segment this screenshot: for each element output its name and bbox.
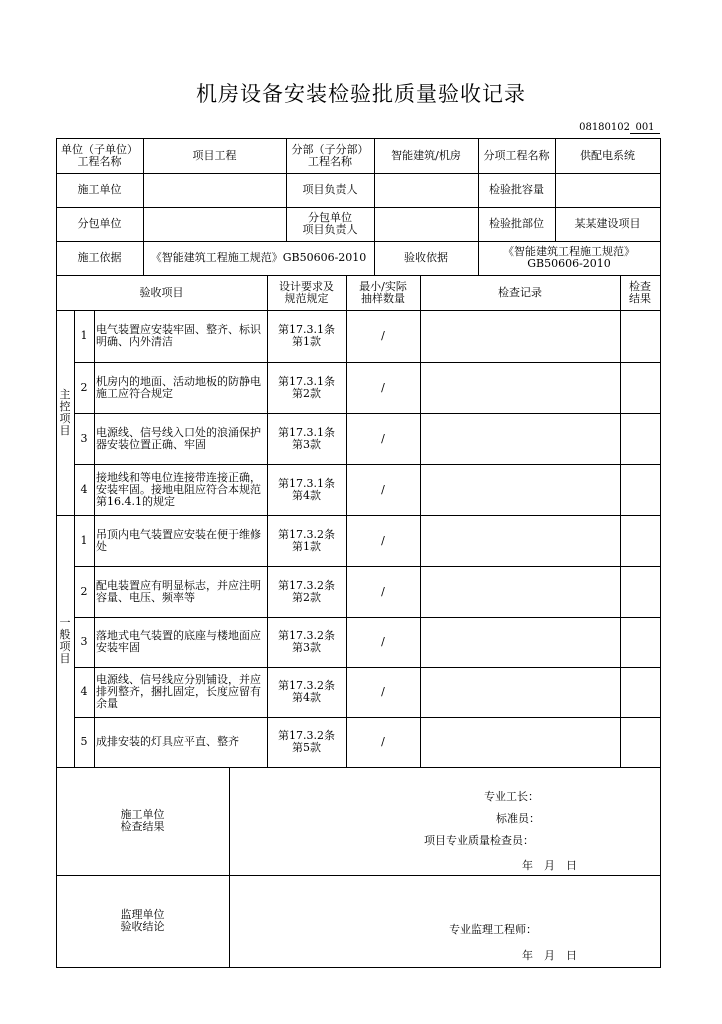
item-clause: 第17.3.1条 第2款 (278, 374, 335, 400)
quality-inspector-signature-label: 项目专业质量检查员： (424, 834, 534, 847)
item-inspection-result[interactable] (620, 464, 660, 515)
foreman-signature-label: 专业工长： (484, 790, 539, 803)
item-inspection-record[interactable] (420, 362, 620, 413)
item-number: 4 (80, 482, 88, 496)
item-clause: 第17.3.1条 第4款 (278, 476, 335, 502)
contractor-label: 施工单位 (77, 183, 122, 196)
item-number: 4 (80, 685, 88, 698)
item-inspection-result[interactable] (620, 413, 660, 464)
item-inspection-result[interactable] (620, 515, 660, 566)
page-title: 机房设备安装检验批质量验收记录 (196, 82, 526, 106)
construction-basis-value[interactable]: 《智能建筑工程施工规范》GB50606-2010 (150, 251, 367, 264)
item-clause: 第17.3.2条 第1款 (278, 527, 335, 553)
unit-name-value[interactable]: 项目工程 (192, 148, 237, 162)
contractor-value[interactable] (143, 173, 286, 207)
unit-name-label: 单位（子单位） 工程名称 (61, 142, 138, 168)
division-name-label: 分部（子分部） 工程名称 (291, 142, 369, 168)
standard-officer-signature-label: 标准员： (496, 812, 540, 825)
item-description: 接地线和等电位连接带连接正确，安装牢固。接地电阻应符合本规范第16.4.1的规定 (96, 470, 261, 508)
batch-capacity-value[interactable] (555, 173, 660, 207)
subitem-name-label: 分项工程名称 (483, 148, 550, 162)
batch-location-label: 检验批部位 (489, 217, 544, 230)
item-sample-quantity[interactable]: / (381, 735, 385, 748)
item-description: 电源线、信号线应分别铺设，并应排列整齐，捆扎固定，长度应留有余量 (96, 673, 261, 710)
col-inspection-item: 验收项目 (139, 285, 184, 299)
sub-pm-value[interactable] (374, 207, 478, 241)
item-clause: 第17.3.2条 第2款 (278, 578, 335, 604)
project-manager-label: 项目负责人 (302, 183, 358, 196)
item-number: 1 (80, 533, 88, 547)
item-inspection-record[interactable] (420, 413, 620, 464)
construction-date-label: 年 月 日 (522, 859, 577, 872)
grid-line (660, 767, 661, 968)
general-group-label: 一 般 项 目 (59, 616, 71, 665)
sub-pm-label: 分包单位 项目负责人 (302, 211, 358, 236)
item-description: 吊顶内电气装置应安装在便于维修处 (96, 527, 261, 553)
col-sample-quantity: 最小/实际 抽样数量 (359, 279, 407, 305)
item-inspection-record[interactable] (420, 515, 620, 566)
item-clause: 第17.3.2条 第4款 (278, 679, 335, 704)
supervision-engineer-signature-label: 专业监理工程师： (449, 923, 537, 936)
item-sample-quantity[interactable]: / (381, 584, 385, 598)
item-description: 机房内的地面、活动地板的防静电施工应符合规定 (96, 374, 261, 400)
project-manager-value[interactable] (374, 173, 478, 207)
item-sample-quantity[interactable]: / (381, 533, 385, 547)
item-sample-quantity[interactable]: / (381, 329, 385, 342)
item-clause: 第17.3.1条 第3款 (278, 425, 335, 451)
grid-line (660, 275, 661, 311)
construction-basis-label: 施工依据 (77, 251, 122, 264)
item-clause: 第17.3.2条 第5款 (278, 729, 335, 754)
item-clause: 第17.3.1条 第1款 (278, 323, 335, 348)
subcontractor-label: 分包单位 (77, 217, 122, 230)
item-sample-quantity[interactable]: / (381, 635, 385, 648)
col-design-requirement: 设计要求及 规范规定 (279, 279, 334, 305)
subitem-name-value[interactable]: 供配电系统 (580, 148, 635, 162)
item-number: 1 (80, 329, 88, 342)
item-inspection-result[interactable] (620, 566, 660, 617)
item-inspection-record[interactable] (420, 617, 620, 667)
item-clause: 第17.3.2条 第3款 (278, 629, 335, 654)
code-prefix: 08180102 (579, 122, 630, 133)
subcontractor-value[interactable] (143, 207, 286, 241)
grid-line (660, 310, 661, 768)
item-inspection-record[interactable] (420, 464, 620, 515)
acceptance-basis-value[interactable]: 《智能建筑工程施工规范》 GB50606-2010 (503, 245, 635, 270)
item-inspection-result[interactable] (620, 717, 660, 767)
item-inspection-result[interactable] (620, 667, 660, 717)
grid-line (660, 241, 661, 276)
item-description: 落地式电气装置的底座与楼地面应安装牢固 (96, 629, 261, 654)
batch-location-value[interactable]: 某某建设项目 (574, 217, 641, 230)
item-sample-quantity[interactable]: / (381, 685, 385, 698)
item-number: 3 (80, 635, 88, 648)
construction-check-label: 施工单位 检查结果 (120, 808, 165, 833)
division-name-value[interactable]: 智能建筑/机房 (391, 148, 461, 162)
item-inspection-record[interactable] (420, 566, 620, 617)
item-number: 2 (80, 380, 88, 394)
item-inspection-result[interactable] (620, 617, 660, 667)
item-description: 电源线、信号线入口处的浪涌保护器安装位置正确、牢固 (96, 425, 261, 451)
item-number: 3 (80, 431, 88, 445)
item-description: 电气装置应安装牢固、整齐、标识明确、内外清洁 (96, 323, 261, 348)
item-inspection-record[interactable] (420, 667, 620, 717)
col-inspection-result: 检查 结果 (629, 279, 651, 305)
batch-capacity-label: 检验批容量 (489, 183, 544, 196)
item-inspection-result[interactable] (620, 310, 660, 362)
grid-line (660, 138, 661, 242)
item-inspection-record[interactable] (420, 310, 620, 362)
item-sample-quantity[interactable]: / (381, 482, 385, 496)
item-description: 配电装置应有明显标志，并应注明容量、电压、频率等 (96, 578, 261, 604)
item-number: 5 (80, 735, 88, 748)
item-sample-quantity[interactable]: / (381, 431, 385, 445)
item-sample-quantity[interactable]: / (381, 380, 385, 394)
col-inspection-record: 检查记录 (498, 285, 542, 299)
acceptance-basis-label: 验收依据 (404, 251, 448, 264)
item-inspection-result[interactable] (620, 362, 660, 413)
code-suffix: 001 (630, 122, 660, 134)
supervision-date-label: 年 月 日 (522, 949, 577, 962)
grid-line (229, 767, 230, 968)
item-inspection-record[interactable] (420, 717, 620, 767)
item-number: 2 (80, 584, 88, 598)
grid-line (56, 967, 661, 968)
supervision-conclusion-label: 监理单位 验收结论 (120, 908, 165, 933)
item-description: 成排安装的灯具应平直、整齐 (96, 735, 239, 748)
main-control-group-label: 主 控 项 目 (59, 387, 71, 437)
